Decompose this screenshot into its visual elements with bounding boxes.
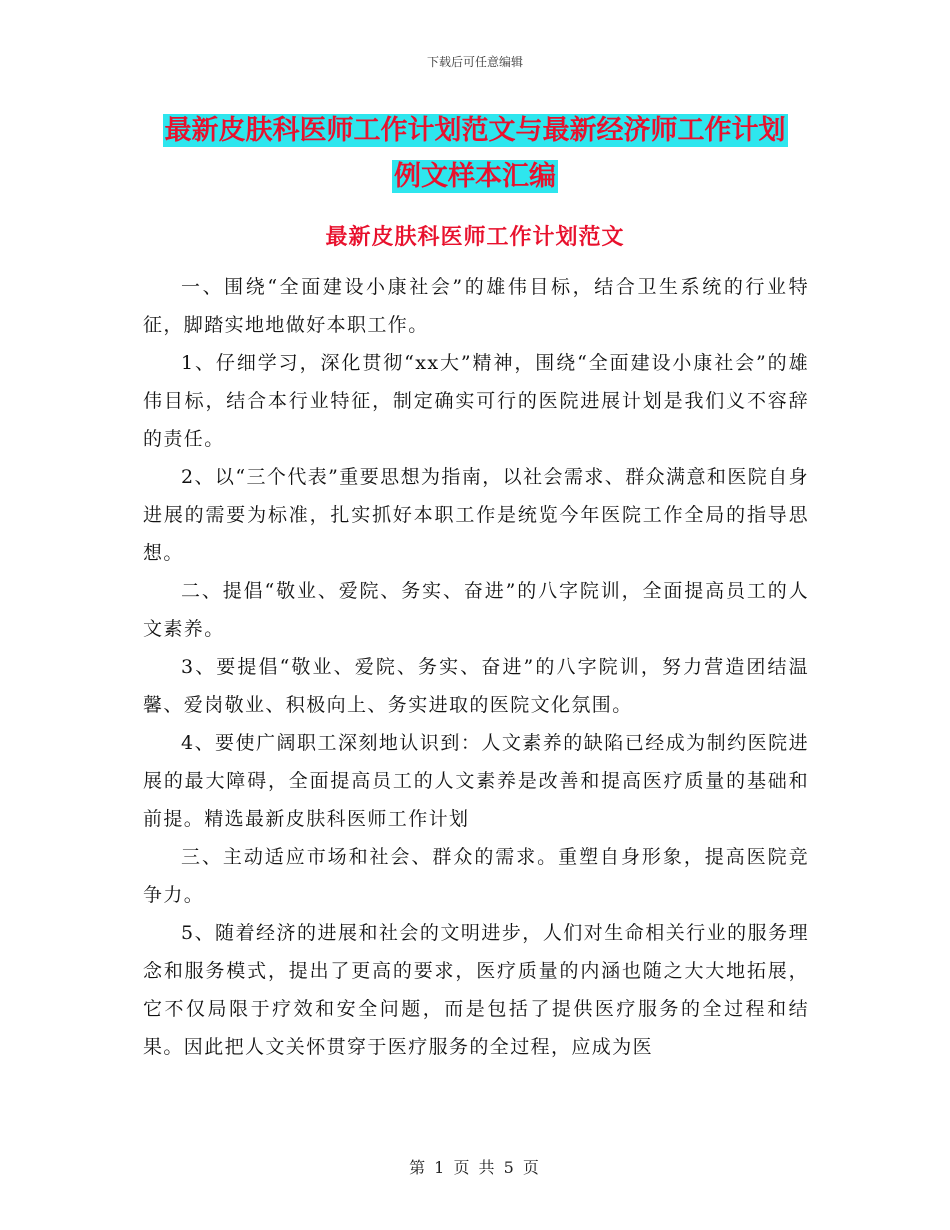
paragraph: 三、主动适应市场和社会、群众的需求。重塑自身形象，提高医院竞争力。 bbox=[143, 846, 809, 906]
paragraph: 5、随着经济的进展和社会的文明进步，人们对生命相关行业的服务理念和服务模式，提出了更高的要求，医疗质量的内涵也随之大大地拓展，它不仅局限于疗效和安全问题，而是包括了提供医疗服务的全过程和结果。因此把人文关怀贯穿于医疗服务的全过程，应成为医 bbox=[143, 922, 809, 1058]
paragraph: 4、要使广阔职工深刻地认识到：人文素养的缺陷已经成为制约医院进展的最大障碍，全面提高员工的人文素养是改善和提高医疗质量的基础和前提。精选最新皮肤科医师工作计划 bbox=[143, 732, 809, 830]
section-title: 最新皮肤科医师工作计划范文 bbox=[325, 225, 625, 250]
paragraph: 二、提倡“敬业、爱院、务实、奋进”的八字院训，全面提高员工的人文素养。 bbox=[143, 580, 809, 640]
document-title-line-2: 例文样本汇编 bbox=[394, 161, 556, 192]
document-title-line-1: 最新皮肤科医师工作计划范文与最新经济师工作计划 bbox=[164, 115, 786, 146]
document-title bbox=[0, 108, 950, 200]
paragraph: 2、以“三个代表”重要思想为指南，以社会需求、群众满意和医院自身进展的需要为标准，扎实抓好本职工作是统览今年医院工作全局的指导思想。 bbox=[143, 466, 809, 564]
page-header-note: 下载后可任意编辑 bbox=[426, 55, 523, 69]
paragraph: 1、仔细学习，深化贯彻“xx大”精神，围绕“全面建设小康社会”的雄伟目标，结合本行业特征，制定确实可行的医院进展计划是我们义不容辞的责任。 bbox=[143, 352, 809, 450]
document-body bbox=[143, 268, 809, 1066]
paragraph: 一、围绕“全面建设小康社会”的雄伟目标，结合卫生系统的行业特征，脚踏实地地做好本职工作。 bbox=[143, 276, 809, 336]
page-number: 第 1 页 共 5 页 bbox=[409, 1158, 541, 1177]
paragraph: 3、要提倡“敬业、爱院、务实、奋进”的八字院训，努力营造团结温馨、爱岗敬业、积极向上、务实进取的医院文化氛围。 bbox=[143, 656, 809, 716]
